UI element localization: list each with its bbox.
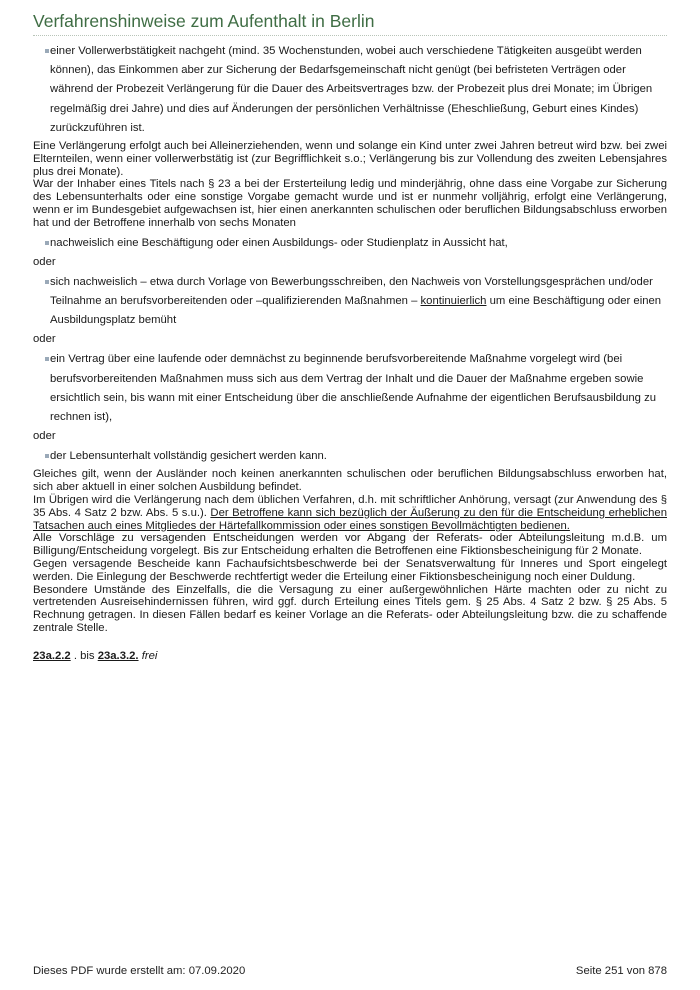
conjunction-text: oder xyxy=(33,333,56,346)
list-item-text: um eine Beschäftigung oder einen Ausbildungsplatz bemüht xyxy=(50,295,662,327)
section-note: frei xyxy=(141,649,158,662)
document-body xyxy=(33,42,667,663)
underlined-text: kontinuierlich xyxy=(420,295,487,307)
section-link-23a-3-2[interactable]: 23a.3.2. xyxy=(97,649,139,662)
paragraph xyxy=(33,494,667,532)
conjunction-text: oder xyxy=(33,430,56,443)
creation-date-text: Dieses PDF wurde erstellt am: 07.09.2020 xyxy=(33,965,246,977)
list-item-text: sich nachweislich – etwa durch Vorlage von Bewerbungsschreiben, den Nachweis von Vorstellungsgesprächen und/oder Teilnahme an berufsvorbereitenden oder –qualifizierenden Maßnahmen – xyxy=(50,275,653,307)
list-item-text: ein Vertrag über eine laufende oder demnächst zu beginnende berufsvorbereitende Maßnahme vorgelegt wird (bei berufsvorbereitenden Maßnahmen muss sich aus dem Vertrag der Inhalt und die Dauer der Maßnahme ergeben sowie ersichtlich sein, bis wann mit einer Entscheidung über die anschließende Aufnahme der eigentlichen Berufsausbildung zu rechnen ist), xyxy=(50,353,657,424)
page-number: Seite 251 von 878 xyxy=(575,965,667,977)
paragraph: Eine Verlängerung erfolgt auch bei Alleinerziehenden, wenn und solange ein Kind unter zwei Jahren betreut wird bzw. bei zwei Elternteilen, wenn einer vollerwerbstätig ist (zur Begrifflichkeit s.o.; Verlängerung bis zur Vollendung des zweiten Lebensjahres plus drei Monate). xyxy=(33,140,667,178)
range-separator: . bis xyxy=(70,649,98,662)
square-bullet-icon xyxy=(45,280,49,284)
paragraph: Alle Vorschläge zu versagenden Entscheidungen werden vor Abgang der Referats- oder Abteilungsleitung m.d.B. um Billigung/Entscheidung vorgelegt. Bis zur Entscheidung erhalten die Betroffenen eine Fiktionsbescheinigung für 2 Monate. xyxy=(33,532,667,558)
list-item-text: der Lebensunterhalt vollständig gesichert werden kann. xyxy=(50,450,327,463)
underlined-text: Der Betroffene kann sich bezüglich der Äußerung zu den für die Entscheidung erheblichen Tatsachen auch eines Mitgliedes der Härtefallkommission oder eines sonstigen Bevollmächtigten bedienen. xyxy=(33,506,667,532)
section-reference xyxy=(33,649,667,663)
section-link-23a-2-2[interactable]: 23a.2.2 xyxy=(33,649,71,662)
list-item xyxy=(33,42,667,138)
list-item-text: einer Vollerwerbstätigkeit nachgeht (mind. 35 Wochenstunden, wobei auch verschiedene Tätigkeiten ausgeübt werden können), das Einkommen aber zur Sicherung der Bedarfsgemeinschaft nicht genügt (bei befristeten Verträgen oder während der Probezeit Verlängerung für die Dauer des Arbeitsvertrages bzw. der Probezeit plus drei Monate; im Übrigen regelmäßig drei Jahre) und dies auf Änderungen der persönlichen Verhältnisse (Eheschließung, Geburt eines Kindes) zurückzuführen ist. xyxy=(50,45,653,134)
list-item xyxy=(33,273,667,331)
square-bullet-icon xyxy=(45,241,49,245)
list-item-text: nachweislich eine Beschäftigung oder einen Ausbildungs- oder Studienplatz in Aussicht hat, xyxy=(50,236,508,249)
paragraph: Gleiches gilt, wenn der Ausländer noch keinen anerkannten schulischen oder beruflichen Bildungsabschluss erworben hat, sich aber aktuell in einer solchen Ausbildung befindet. xyxy=(33,468,667,494)
square-bullet-icon xyxy=(45,49,49,53)
page-title: Verfahrenshinweise zum Aufenthalt in Berlin xyxy=(33,10,667,36)
page-footer xyxy=(33,965,667,977)
conjunction-text: oder xyxy=(33,255,56,268)
list-item xyxy=(33,447,667,466)
square-bullet-icon xyxy=(45,454,49,458)
paragraph: Gegen versagende Bescheide kann Fachaufsichtsbeschwerde bei der Senatsverwaltung für Inneres und Sport eingelegt werden. Die Einlegung der Beschwerde rechtfertigt weder die Erteilung einer Fiktionsbescheinigung noch einer Duldung. xyxy=(33,558,667,583)
paragraph: Besondere Umstände des Einzelfalls, die die Versagung zu einer außergewöhnlichen Härte machten oder zu nicht zu vertretenden Ausreisehindernissen führen, wird ggf. durch Erteilung eines Titels gem. § 25 Abs. 4 Satz 2 bzw. § 25 Abs. 5 Rechnung getragen. In diesen Fällen bedarf es keiner Vorlage an die Referats- oder Abteilungsleitung bzw. die zu schaffende zentrale Stelle. xyxy=(33,583,667,634)
list-item xyxy=(33,234,667,253)
paragraph: War der Inhaber eines Titels nach § 23 a bei der Ersterteilung ledig und minderjährig, ohne dass eine Vorgabe zur Sicherung des Lebensunterhalts oder eine sonstige Vorgabe gemacht wurde und ist er nunmehr volljährig, erfolgt eine Verlängerung, wenn er im Bundesgebiet aufgewachsen ist, hier einen anerkannten schulischen oder beruflichen Bildungsabschluss erworben hat und der Betroffene innerhalb von sechs Monaten xyxy=(33,178,667,229)
paragraph-text: Im Übrigen wird die Verlängerung nach dem üblichen Verfahren, d.h. mit schriftlicher Anhörung, versagt (zur Anwendung des § 35 Abs. 4 Satz 2 bzw. Abs. 5 s.u.). xyxy=(33,494,667,519)
square-bullet-icon xyxy=(45,357,49,361)
list-item xyxy=(33,350,667,427)
document-page xyxy=(33,0,667,663)
